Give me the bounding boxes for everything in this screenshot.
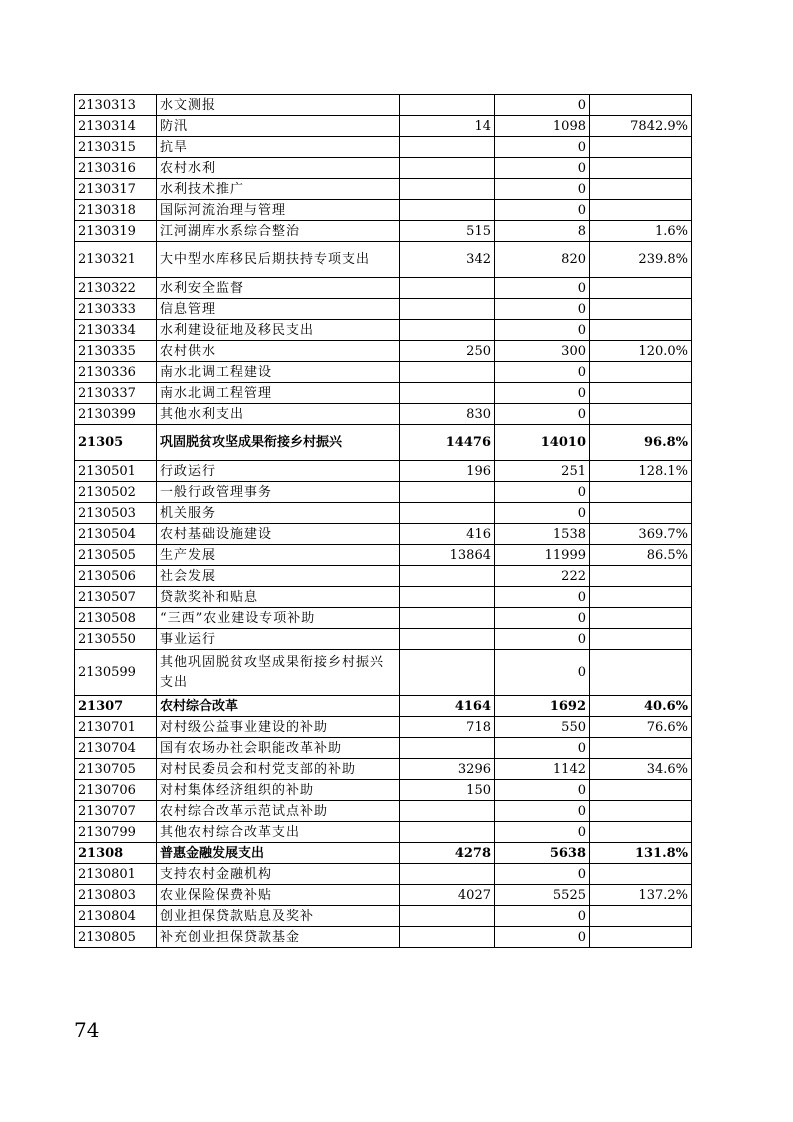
percentage-cell bbox=[590, 927, 692, 948]
subject-name-cell: 巩固脱贫攻坚成果衔接乡村振兴 bbox=[157, 425, 400, 461]
subject-code-cell: 2130318 bbox=[75, 200, 157, 221]
percentage-cell bbox=[590, 158, 692, 179]
actual-amount-cell: 8 bbox=[495, 221, 590, 242]
budget-amount-cell bbox=[400, 158, 495, 179]
percentage-cell bbox=[590, 780, 692, 801]
subject-code-cell: 2130313 bbox=[75, 95, 157, 116]
subject-name-cell: 农村综合改革 bbox=[157, 696, 400, 717]
budget-amount-cell bbox=[400, 650, 495, 696]
budget-amount-cell bbox=[400, 587, 495, 608]
percentage-cell: 76.6% bbox=[590, 717, 692, 738]
percentage-cell bbox=[590, 650, 692, 696]
subject-name-cell: 农村水利 bbox=[157, 158, 400, 179]
table-row bbox=[75, 116, 692, 137]
subject-code-cell: 2130319 bbox=[75, 221, 157, 242]
table-row bbox=[75, 278, 692, 299]
actual-amount-cell: 0 bbox=[495, 95, 590, 116]
actual-amount-cell: 1538 bbox=[495, 524, 590, 545]
actual-amount-cell: 11999 bbox=[495, 545, 590, 566]
subject-code-cell: 2130314 bbox=[75, 116, 157, 137]
subject-name-cell: 行政运行 bbox=[157, 461, 400, 482]
percentage-cell: 34.6% bbox=[590, 759, 692, 780]
table-row bbox=[75, 927, 692, 948]
actual-amount-cell: 0 bbox=[495, 780, 590, 801]
budget-amount-cell bbox=[400, 801, 495, 822]
subject-code-cell: 2130704 bbox=[75, 738, 157, 759]
budget-amount-cell bbox=[400, 927, 495, 948]
subject-code-cell: 2130316 bbox=[75, 158, 157, 179]
subject-name-cell: 水利建设征地及移民支出 bbox=[157, 320, 400, 341]
budget-amount-cell: 3296 bbox=[400, 759, 495, 780]
page-number: 74 bbox=[74, 1018, 100, 1042]
actual-amount-cell: 0 bbox=[495, 650, 590, 696]
budget-amount-cell bbox=[400, 362, 495, 383]
actual-amount-cell: 0 bbox=[495, 362, 590, 383]
subject-code-cell: 2130804 bbox=[75, 906, 157, 927]
budget-amount-cell bbox=[400, 95, 495, 116]
subject-code-cell: 2130502 bbox=[75, 482, 157, 503]
budget-amount-cell bbox=[400, 629, 495, 650]
table-row bbox=[75, 885, 692, 906]
percentage-cell: 120.0% bbox=[590, 341, 692, 362]
subject-code-cell: 2130701 bbox=[75, 717, 157, 738]
budget-amount-cell: 416 bbox=[400, 524, 495, 545]
table-row bbox=[75, 461, 692, 482]
table-row bbox=[75, 137, 692, 158]
subject-code-cell: 2130505 bbox=[75, 545, 157, 566]
percentage-cell: 128.1% bbox=[590, 461, 692, 482]
table-row bbox=[75, 650, 692, 696]
actual-amount-cell: 0 bbox=[495, 179, 590, 200]
budget-amount-cell bbox=[400, 179, 495, 200]
actual-amount-cell: 5638 bbox=[495, 843, 590, 864]
subject-name-cell: 对村集体经济组织的补助 bbox=[157, 780, 400, 801]
actual-amount-cell: 14010 bbox=[495, 425, 590, 461]
subject-code-cell: 2130707 bbox=[75, 801, 157, 822]
subject-code-cell: 2130336 bbox=[75, 362, 157, 383]
percentage-cell bbox=[590, 608, 692, 629]
budget-amount-cell: 13864 bbox=[400, 545, 495, 566]
table-row bbox=[75, 608, 692, 629]
table-row bbox=[75, 822, 692, 843]
actual-amount-cell: 1142 bbox=[495, 759, 590, 780]
percentage-cell bbox=[590, 482, 692, 503]
table-row bbox=[75, 341, 692, 362]
subject-code-cell: 2130799 bbox=[75, 822, 157, 843]
budget-amount-cell bbox=[400, 906, 495, 927]
subject-name-cell: 其他水利支出 bbox=[157, 404, 400, 425]
percentage-cell bbox=[590, 864, 692, 885]
subject-name-cell: 对村民委员会和村党支部的补助 bbox=[157, 759, 400, 780]
subject-code-cell: 2130705 bbox=[75, 759, 157, 780]
subject-name-cell: 其他巩固脱贫攻坚成果衔接乡村振兴支出 bbox=[157, 650, 400, 696]
budget-amount-cell: 718 bbox=[400, 717, 495, 738]
budget-amount-cell: 196 bbox=[400, 461, 495, 482]
subject-code-cell: 2130315 bbox=[75, 137, 157, 158]
actual-amount-cell: 222 bbox=[495, 566, 590, 587]
actual-amount-cell: 0 bbox=[495, 137, 590, 158]
actual-amount-cell: 0 bbox=[495, 906, 590, 927]
actual-amount-cell: 0 bbox=[495, 200, 590, 221]
percentage-cell bbox=[590, 320, 692, 341]
budget-amount-cell bbox=[400, 608, 495, 629]
subject-code-cell: 2130805 bbox=[75, 927, 157, 948]
actual-amount-cell: 0 bbox=[495, 503, 590, 524]
subject-name-cell: “三西”农业建设专项补助 bbox=[157, 608, 400, 629]
actual-amount-cell: 0 bbox=[495, 587, 590, 608]
percentage-cell: 96.8% bbox=[590, 425, 692, 461]
budget-amount-cell: 250 bbox=[400, 341, 495, 362]
table-row bbox=[75, 200, 692, 221]
subject-code-cell: 2130506 bbox=[75, 566, 157, 587]
subject-name-cell: 机关服务 bbox=[157, 503, 400, 524]
table-row bbox=[75, 158, 692, 179]
percentage-cell bbox=[590, 383, 692, 404]
percentage-cell: 137.2% bbox=[590, 885, 692, 906]
actual-amount-cell: 0 bbox=[495, 404, 590, 425]
table-row bbox=[75, 864, 692, 885]
subject-code-cell: 21308 bbox=[75, 843, 157, 864]
actual-amount-cell: 0 bbox=[495, 738, 590, 759]
table-row bbox=[75, 801, 692, 822]
actual-amount-cell: 0 bbox=[495, 801, 590, 822]
table-row bbox=[75, 299, 692, 320]
subject-name-cell: 水文测报 bbox=[157, 95, 400, 116]
actual-amount-cell: 1098 bbox=[495, 116, 590, 137]
budget-amount-cell bbox=[400, 503, 495, 524]
subject-code-cell: 2130803 bbox=[75, 885, 157, 906]
table-row bbox=[75, 221, 692, 242]
subject-name-cell: 信息管理 bbox=[157, 299, 400, 320]
subject-name-cell: 南水北调工程管理 bbox=[157, 383, 400, 404]
actual-amount-cell: 0 bbox=[495, 320, 590, 341]
subject-code-cell: 2130501 bbox=[75, 461, 157, 482]
percentage-cell bbox=[590, 629, 692, 650]
budget-amount-cell: 4278 bbox=[400, 843, 495, 864]
percentage-cell bbox=[590, 503, 692, 524]
subject-name-cell: 农业保险保费补贴 bbox=[157, 885, 400, 906]
percentage-cell: 369.7% bbox=[590, 524, 692, 545]
subject-code-cell: 2130321 bbox=[75, 242, 157, 278]
actual-amount-cell: 0 bbox=[495, 927, 590, 948]
budget-amount-cell bbox=[400, 137, 495, 158]
subject-name-cell: 补充创业担保贷款基金 bbox=[157, 927, 400, 948]
subject-code-cell: 2130333 bbox=[75, 299, 157, 320]
subject-name-cell: 农村综合改革示范试点补助 bbox=[157, 801, 400, 822]
subject-name-cell: 贷款奖补和贴息 bbox=[157, 587, 400, 608]
table-row bbox=[75, 759, 692, 780]
table-row bbox=[75, 566, 692, 587]
budget-amount-cell bbox=[400, 822, 495, 843]
table-row bbox=[75, 738, 692, 759]
subject-code-cell: 21305 bbox=[75, 425, 157, 461]
table-row bbox=[75, 587, 692, 608]
subject-code-cell: 2130399 bbox=[75, 404, 157, 425]
percentage-cell bbox=[590, 822, 692, 843]
table-row bbox=[75, 362, 692, 383]
budget-amount-cell bbox=[400, 299, 495, 320]
table-row bbox=[75, 242, 692, 278]
percentage-cell bbox=[590, 137, 692, 158]
subject-name-cell: 对村级公益事业建设的补助 bbox=[157, 717, 400, 738]
percentage-cell bbox=[590, 299, 692, 320]
subject-name-cell: 普惠金融发展支出 bbox=[157, 843, 400, 864]
subject-name-cell: 事业运行 bbox=[157, 629, 400, 650]
table-row bbox=[75, 843, 692, 864]
subject-name-cell: 农村供水 bbox=[157, 341, 400, 362]
subject-name-cell: 生产发展 bbox=[157, 545, 400, 566]
subject-code-cell: 2130550 bbox=[75, 629, 157, 650]
subject-code-cell: 2130317 bbox=[75, 179, 157, 200]
table-row bbox=[75, 524, 692, 545]
budget-amount-cell bbox=[400, 200, 495, 221]
budget-amount-cell: 4027 bbox=[400, 885, 495, 906]
subject-name-cell: 抗旱 bbox=[157, 137, 400, 158]
subject-code-cell: 2130335 bbox=[75, 341, 157, 362]
table-row bbox=[75, 545, 692, 566]
actual-amount-cell: 0 bbox=[495, 822, 590, 843]
subject-name-cell: 一般行政管理事务 bbox=[157, 482, 400, 503]
subject-code-cell: 2130334 bbox=[75, 320, 157, 341]
budget-amount-cell: 4164 bbox=[400, 696, 495, 717]
subject-name-cell: 社会发展 bbox=[157, 566, 400, 587]
percentage-cell bbox=[590, 278, 692, 299]
budget-table-body bbox=[75, 95, 692, 948]
table-row bbox=[75, 404, 692, 425]
budget-table bbox=[74, 94, 692, 948]
budget-amount-cell bbox=[400, 738, 495, 759]
table-row bbox=[75, 95, 692, 116]
actual-amount-cell: 1692 bbox=[495, 696, 590, 717]
actual-amount-cell: 0 bbox=[495, 383, 590, 404]
percentage-cell bbox=[590, 566, 692, 587]
budget-amount-cell: 14476 bbox=[400, 425, 495, 461]
subject-name-cell: 江河湖库水系综合整治 bbox=[157, 221, 400, 242]
table-row bbox=[75, 780, 692, 801]
budget-amount-cell bbox=[400, 383, 495, 404]
percentage-cell bbox=[590, 179, 692, 200]
actual-amount-cell: 300 bbox=[495, 341, 590, 362]
actual-amount-cell: 0 bbox=[495, 299, 590, 320]
budget-amount-cell: 14 bbox=[400, 116, 495, 137]
subject-code-cell: 2130322 bbox=[75, 278, 157, 299]
table-row bbox=[75, 179, 692, 200]
subject-name-cell: 国有农场办社会职能改革补助 bbox=[157, 738, 400, 759]
table-row bbox=[75, 482, 692, 503]
percentage-cell: 239.8% bbox=[590, 242, 692, 278]
subject-name-cell: 国际河流治理与管理 bbox=[157, 200, 400, 221]
subject-name-cell: 水利技术推广 bbox=[157, 179, 400, 200]
subject-name-cell: 创业担保贷款贴息及奖补 bbox=[157, 906, 400, 927]
percentage-cell: 7842.9% bbox=[590, 116, 692, 137]
percentage-cell bbox=[590, 906, 692, 927]
subject-name-cell: 农村基础设施建设 bbox=[157, 524, 400, 545]
budget-amount-cell: 515 bbox=[400, 221, 495, 242]
subject-name-cell: 防汛 bbox=[157, 116, 400, 137]
table-row bbox=[75, 383, 692, 404]
budget-amount-cell: 150 bbox=[400, 780, 495, 801]
subject-name-cell: 支持农村金融机构 bbox=[157, 864, 400, 885]
actual-amount-cell: 0 bbox=[495, 278, 590, 299]
percentage-cell bbox=[590, 95, 692, 116]
subject-code-cell: 2130599 bbox=[75, 650, 157, 696]
subject-code-cell: 2130337 bbox=[75, 383, 157, 404]
percentage-cell bbox=[590, 801, 692, 822]
percentage-cell bbox=[590, 587, 692, 608]
subject-code-cell: 2130503 bbox=[75, 503, 157, 524]
percentage-cell bbox=[590, 404, 692, 425]
subject-code-cell: 21307 bbox=[75, 696, 157, 717]
subject-name-cell: 其他农村综合改革支出 bbox=[157, 822, 400, 843]
actual-amount-cell: 0 bbox=[495, 158, 590, 179]
table-row bbox=[75, 320, 692, 341]
budget-amount-cell bbox=[400, 566, 495, 587]
actual-amount-cell: 0 bbox=[495, 482, 590, 503]
table-row bbox=[75, 503, 692, 524]
subject-name-cell: 南水北调工程建设 bbox=[157, 362, 400, 383]
percentage-cell bbox=[590, 362, 692, 383]
percentage-cell: 40.6% bbox=[590, 696, 692, 717]
actual-amount-cell: 550 bbox=[495, 717, 590, 738]
budget-amount-cell bbox=[400, 320, 495, 341]
subject-name-cell: 大中型水库移民后期扶持专项支出 bbox=[157, 242, 400, 278]
percentage-cell: 131.8% bbox=[590, 843, 692, 864]
subject-code-cell: 2130508 bbox=[75, 608, 157, 629]
budget-amount-cell: 830 bbox=[400, 404, 495, 425]
table-row bbox=[75, 629, 692, 650]
budget-amount-cell: 342 bbox=[400, 242, 495, 278]
actual-amount-cell: 5525 bbox=[495, 885, 590, 906]
subject-name-cell: 水利安全监督 bbox=[157, 278, 400, 299]
subject-code-cell: 2130706 bbox=[75, 780, 157, 801]
table-row bbox=[75, 696, 692, 717]
table-row bbox=[75, 425, 692, 461]
subject-code-cell: 2130507 bbox=[75, 587, 157, 608]
actual-amount-cell: 820 bbox=[495, 242, 590, 278]
percentage-cell bbox=[590, 738, 692, 759]
actual-amount-cell: 0 bbox=[495, 864, 590, 885]
percentage-cell: 86.5% bbox=[590, 545, 692, 566]
actual-amount-cell: 251 bbox=[495, 461, 590, 482]
budget-amount-cell bbox=[400, 864, 495, 885]
subject-code-cell: 2130801 bbox=[75, 864, 157, 885]
budget-amount-cell bbox=[400, 482, 495, 503]
percentage-cell: 1.6% bbox=[590, 221, 692, 242]
actual-amount-cell: 0 bbox=[495, 629, 590, 650]
actual-amount-cell: 0 bbox=[495, 608, 590, 629]
subject-code-cell: 2130504 bbox=[75, 524, 157, 545]
percentage-cell bbox=[590, 200, 692, 221]
table-row bbox=[75, 717, 692, 738]
table-row bbox=[75, 906, 692, 927]
budget-amount-cell bbox=[400, 278, 495, 299]
